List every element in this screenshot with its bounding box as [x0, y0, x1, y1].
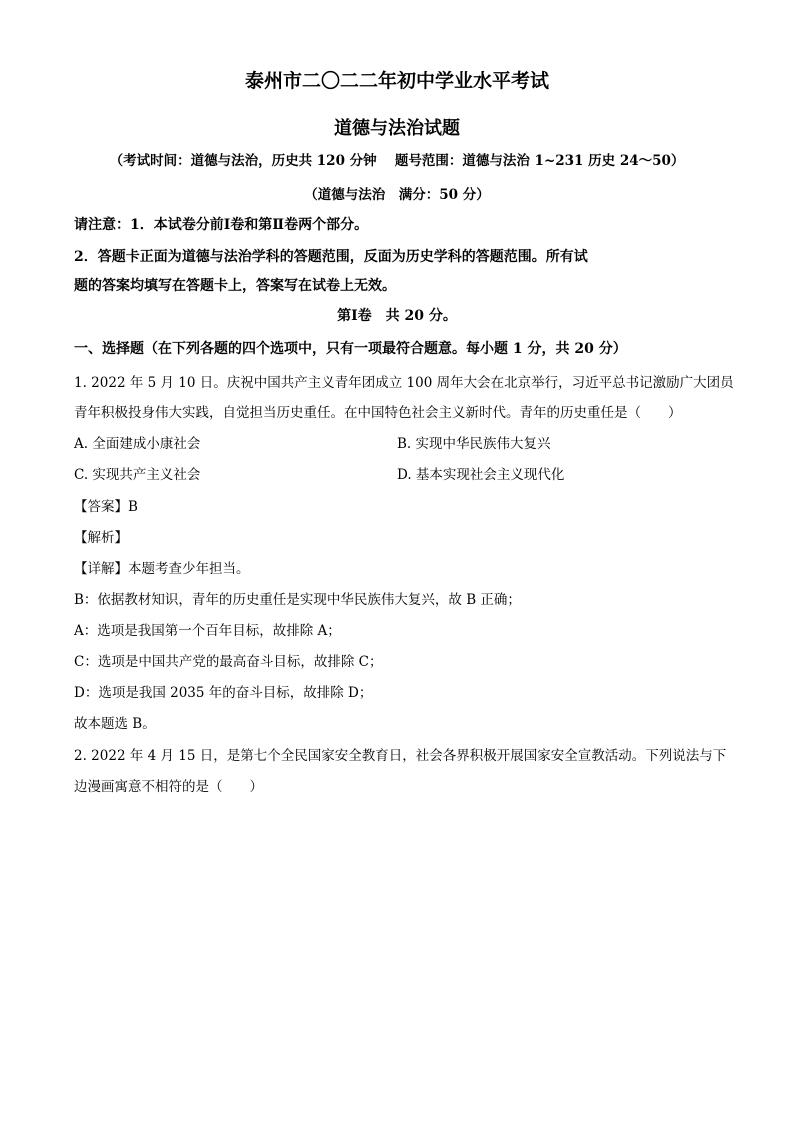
- q1-detail: 【详解】本题考查少年担当。: [74, 561, 250, 577]
- score-info: （道德与法治 满分：50 分）: [304, 187, 490, 203]
- exam-title: 泰州市二〇二二年初中学业水平考试: [244, 70, 549, 92]
- q1-option-c: C. 实现共产主义社会: [74, 467, 201, 483]
- exam-time-info: （考试时间：道德与法治，历史共 120 分钟 题号范围：道德与法治 1~231 历史 24～50）: [109, 153, 685, 169]
- q1-explanation-c: C：选项是中国共产党的最高奋斗目标，故排除 C；: [74, 654, 383, 670]
- part1-heading: 第Ⅰ卷 共 20 分。: [337, 308, 457, 324]
- q1-stem-line-1: 1. 2022 年 5 月 10 日。庆祝中国共产主义青年团成立 100 周年大会在北京举行，习近平总书记激励广大团员: [74, 375, 734, 391]
- note-line-3: 题的答案均填写在答题卡上，答案写在试卷上无效。: [74, 278, 396, 294]
- q1-option-b: B. 实现中华民族伟大复兴: [397, 436, 551, 452]
- q1-option-d: D. 基本实现社会主义现代化: [397, 467, 565, 483]
- note-line-1: 请注意：1．本试卷分前Ⅰ卷和第Ⅱ卷两个部分。: [74, 217, 369, 233]
- exam-subtitle: 道德与法治试题: [334, 118, 460, 139]
- q1-explanation-d: D：选项是我国 2035 年的奋斗目标，故排除 D；: [74, 685, 373, 701]
- q1-explanation-a: A：选项是我国第一个百年目标，故排除 A；: [74, 623, 341, 639]
- q1-stem-line-2: 青年积极投身伟大实践，自觉担当历史重任。在中国特色社会主义新时代。青年的历史重任是（ ）: [74, 405, 682, 421]
- q1-analysis-label: 【解析】: [74, 530, 128, 546]
- q1-conclusion: 故本题选 B。: [74, 716, 156, 732]
- q1-explanation-b: B：依据教材知识，青年的历史重任是实现中华民族伟大复兴，故 B 正确；: [74, 592, 521, 608]
- q1-answer: 【答案】B: [74, 499, 138, 515]
- note-line-2: 2．答题卡正面为道德与法治学科的答题范围，反面为历史学科的答题范围。所有试: [74, 249, 588, 265]
- q2-stem-line-2: 边漫画寓意不相符的是（ ）: [74, 779, 263, 795]
- section-title: 一、选择题（在下列各题的四个选项中，只有一项最符合题意。每小题 1 分，共 20 分）: [74, 341, 627, 357]
- q2-stem-line-1: 2. 2022 年 4 月 15 日，是第七个全民国家安全教育日，社会各界积极开展国家安全宣教活动。下列说法与下: [74, 748, 727, 764]
- q1-option-a: A. 全面建成小康社会: [74, 436, 201, 452]
